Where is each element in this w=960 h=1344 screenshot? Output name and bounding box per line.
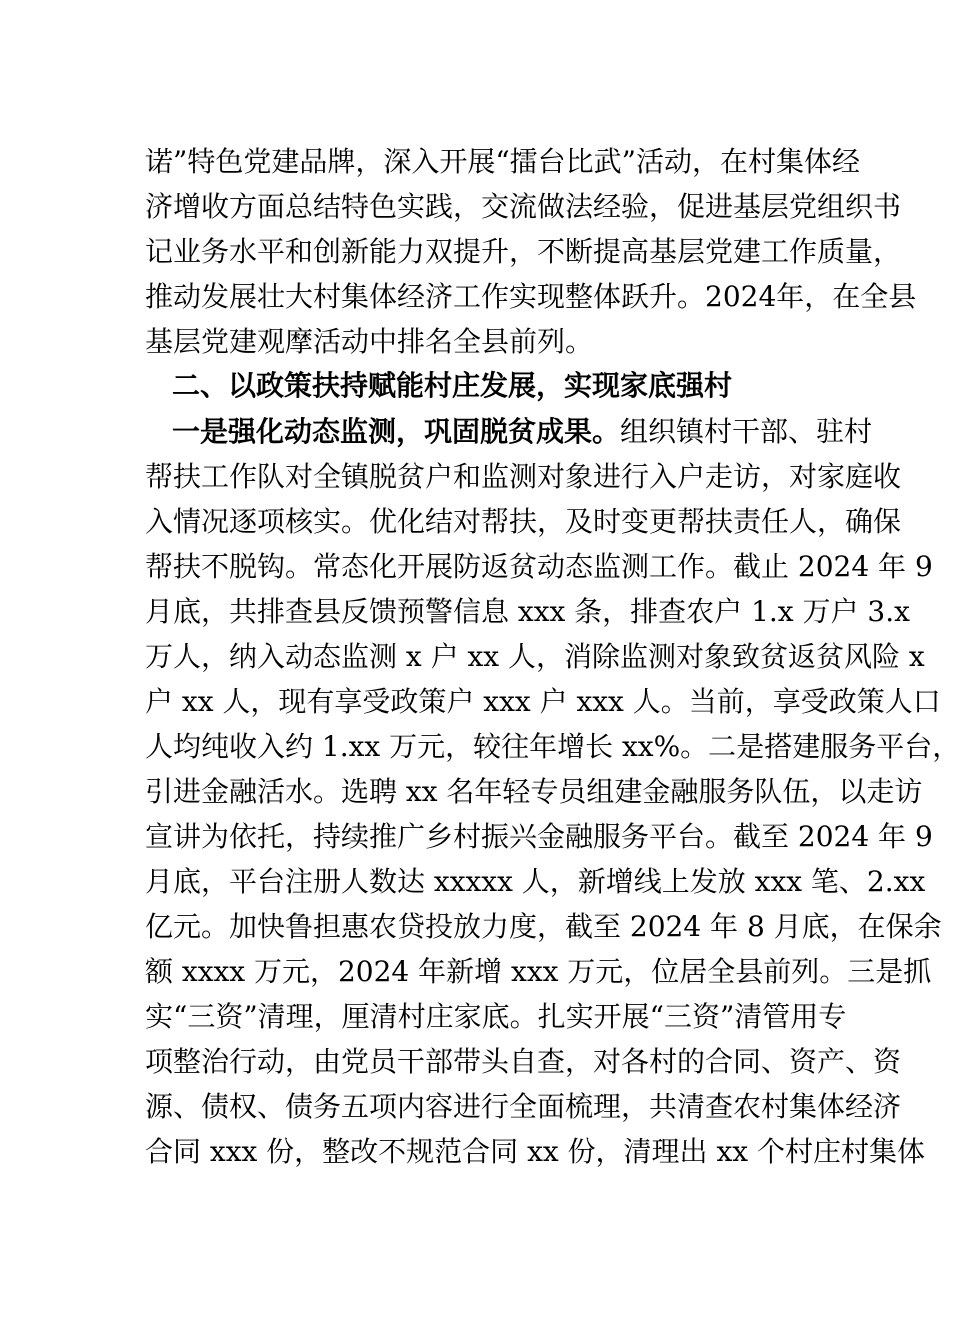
- paragraph-2-lead-rest: 组织镇村干部、驻村: [620, 415, 873, 448]
- section-heading-2: 二、以政策扶持赋能村庄发展，实现家底强村: [172, 369, 733, 402]
- paragraph-2-line-13: 额 xxxx 万元，2024 年新增 xxx 万元，位居全县前列。三是抓: [145, 955, 932, 988]
- paragraph-2-line-1: [172, 412, 873, 452]
- paragraph-2-line-4: 帮扶不脱钩。常态化开展防返贫动态监测工作。截止 2024 年 9: [145, 550, 933, 583]
- paragraph-1-line-4: 推动发展壮大村集体经济工作实现整体跃升。2024年，在全县: [145, 280, 917, 313]
- paragraph-2-line-6: 万人，纳入动态监测 x 户 xx 人，消除监测对象致贫返贫风险 x: [145, 640, 925, 673]
- paragraph-2-line-14: 实“三资”清理，厘清村庄家底。扎实开展“三资”清管用专: [145, 1000, 847, 1033]
- paragraph-2-line-16: 源、债权、债务五项内容进行全面梳理，共清查农村集体经济: [145, 1090, 902, 1123]
- paragraph-2-line-12: 亿元。加快鲁担惠农贷投放力度，截至 2024 年 8 月底，在保余: [145, 910, 942, 943]
- paragraph-2-line-15: 项整治行动，由党员干部带头自查，对各村的合同、资产、资: [145, 1045, 902, 1078]
- paragraph-2-line-3: 入情况逐项核实。优化结对帮扶，及时变更帮扶责任人，确保: [145, 505, 902, 538]
- paragraph-2-line-9: 引进金融活水。选聘 xx 名年轻专员组建金融服务队伍，以走访: [145, 775, 923, 808]
- paragraph-2-line-10: 宣讲为依托，持续推广乡村振兴金融服务平台。截至 2024 年 9: [145, 820, 933, 853]
- paragraph-2-line-5: 月底，共排查县反馈预警信息 xxx 条，排查农户 1.x 万户 3.x: [145, 595, 910, 628]
- paragraph-2-line-7: 户 xx 人，现有享受政策户 xxx 户 xxx 人。当前，享受政策人口: [145, 685, 941, 718]
- paragraph-2-line-11: 月底，平台注册人数达 xxxxx 人，新增线上发放 xxx 笔、2.xx: [145, 865, 926, 898]
- paragraph-1-line-1: 诺”特色党建品牌，深入开展“擂台比武”活动，在村集体经: [145, 145, 860, 178]
- paragraph-1-line-5: 基层党建观摩活动中排名全县前列。: [145, 325, 594, 358]
- paragraph-2-line-2: 帮扶工作队对全镇脱贫户和监测对象进行入户走访，对家庭收: [145, 460, 902, 493]
- paragraph-2-line-17: 合同 xxx 份，整改不规范合同 xx 份，清理出 xx 个村庄村集体: [145, 1135, 925, 1168]
- paragraph-1-line-3: 记业务水平和创新能力双提升，不断提高基层党建工作质量，: [145, 235, 902, 268]
- paragraph-2-line-8: 人均纯收入约 1.xx 万元，较往年增长 xx%。二是搭建服务平台，: [145, 730, 960, 763]
- paragraph-2-lead-bold: 一是强化动态监测，巩固脱贫成果。: [172, 415, 621, 448]
- paragraph-1-line-2: 济增收方面总结特色实践，交流做法经验，促进基层党组织书: [145, 190, 902, 223]
